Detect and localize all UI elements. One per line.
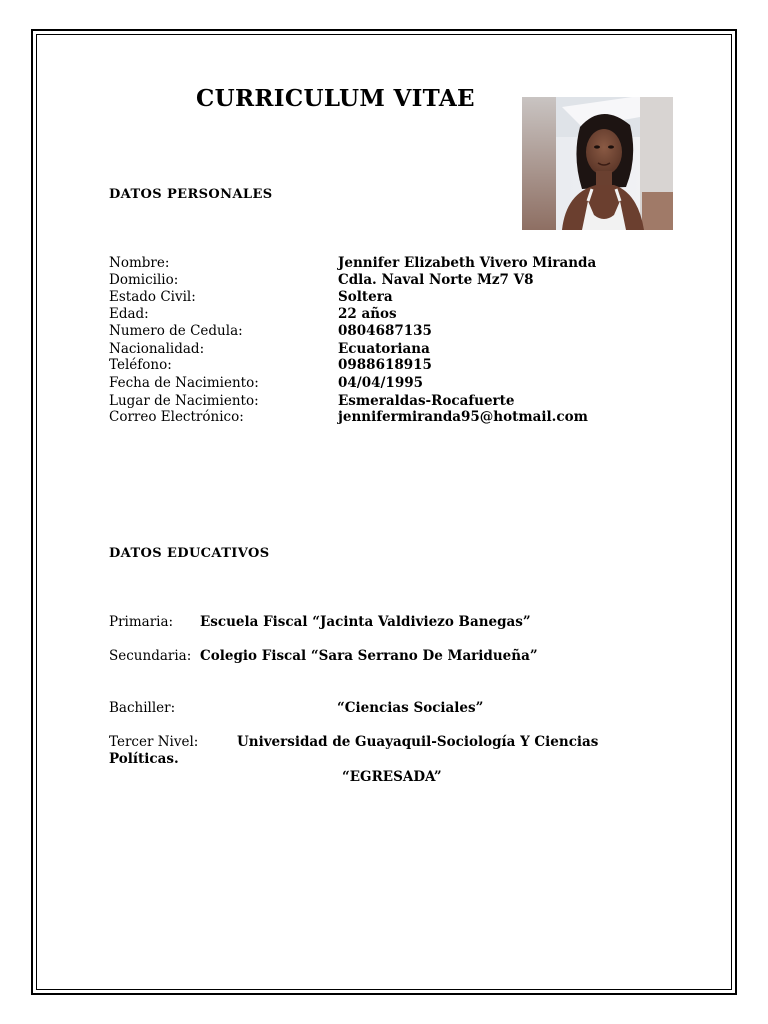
document-title: CURRICULUM VITAE: [196, 85, 475, 112]
label-secundaria: Secundaria:: [109, 648, 192, 664]
value-tercer-nivel-line2: Políticas.: [109, 751, 179, 767]
profile-photo: [522, 97, 673, 230]
label-bachiller: Bachiller:: [109, 700, 176, 716]
label-primaria: Primaria:: [109, 614, 174, 630]
label-domicilio: Domicilio:: [109, 272, 179, 288]
label-telefono: Teléfono:: [109, 357, 172, 373]
value-primaria: Escuela Fiscal “Jacinta Valdiviezo Banegas”: [200, 614, 531, 630]
value-bachiller: “Ciencias Sociales”: [337, 700, 484, 716]
label-lugar-nacimiento: Lugar de Nacimiento:: [109, 393, 259, 409]
label-estado-civil: Estado Civil:: [109, 289, 196, 305]
label-tercer-nivel: Tercer Nivel:: [109, 734, 199, 750]
value-domicilio: Cdla. Naval Norte Mz7 V8: [338, 272, 534, 288]
value-nombre: Jennifer Elizabeth Vivero Miranda: [338, 255, 597, 271]
value-telefono: 0988618915: [338, 357, 432, 373]
value-cedula: 0804687135: [338, 323, 432, 339]
value-lugar-nacimiento: Esmeraldas-Rocafuerte: [338, 393, 515, 409]
value-fecha-nacimiento: 04/04/1995: [338, 375, 424, 391]
label-nombre: Nombre:: [109, 255, 170, 271]
value-edad: 22 años: [338, 306, 397, 322]
value-nacionalidad: Ecuatoriana: [338, 341, 430, 357]
label-correo: Correo Electrónico:: [109, 409, 244, 425]
education-heading: DATOS EDUCATIVOS: [109, 546, 270, 561]
personal-data-heading: DATOS PERSONALES: [109, 187, 273, 202]
label-nacionalidad: Nacionalidad:: [109, 341, 205, 357]
value-tercer-nivel-line1: Universidad de Guayaquil-Sociología Y Ciencias: [237, 734, 599, 750]
value-correo: jennifermiranda95@hotmail.com: [338, 409, 588, 425]
status-egresada: “EGRESADA”: [342, 769, 442, 785]
label-edad: Edad:: [109, 306, 149, 322]
value-secundaria: Colegio Fiscal “Sara Serrano De Mariduеña”: [200, 648, 538, 664]
label-fecha-nacimiento: Fecha de Nacimiento:: [109, 375, 259, 391]
label-cedula: Numero de Cedula:: [109, 323, 243, 339]
value-estado-civil: Soltera: [338, 289, 393, 305]
